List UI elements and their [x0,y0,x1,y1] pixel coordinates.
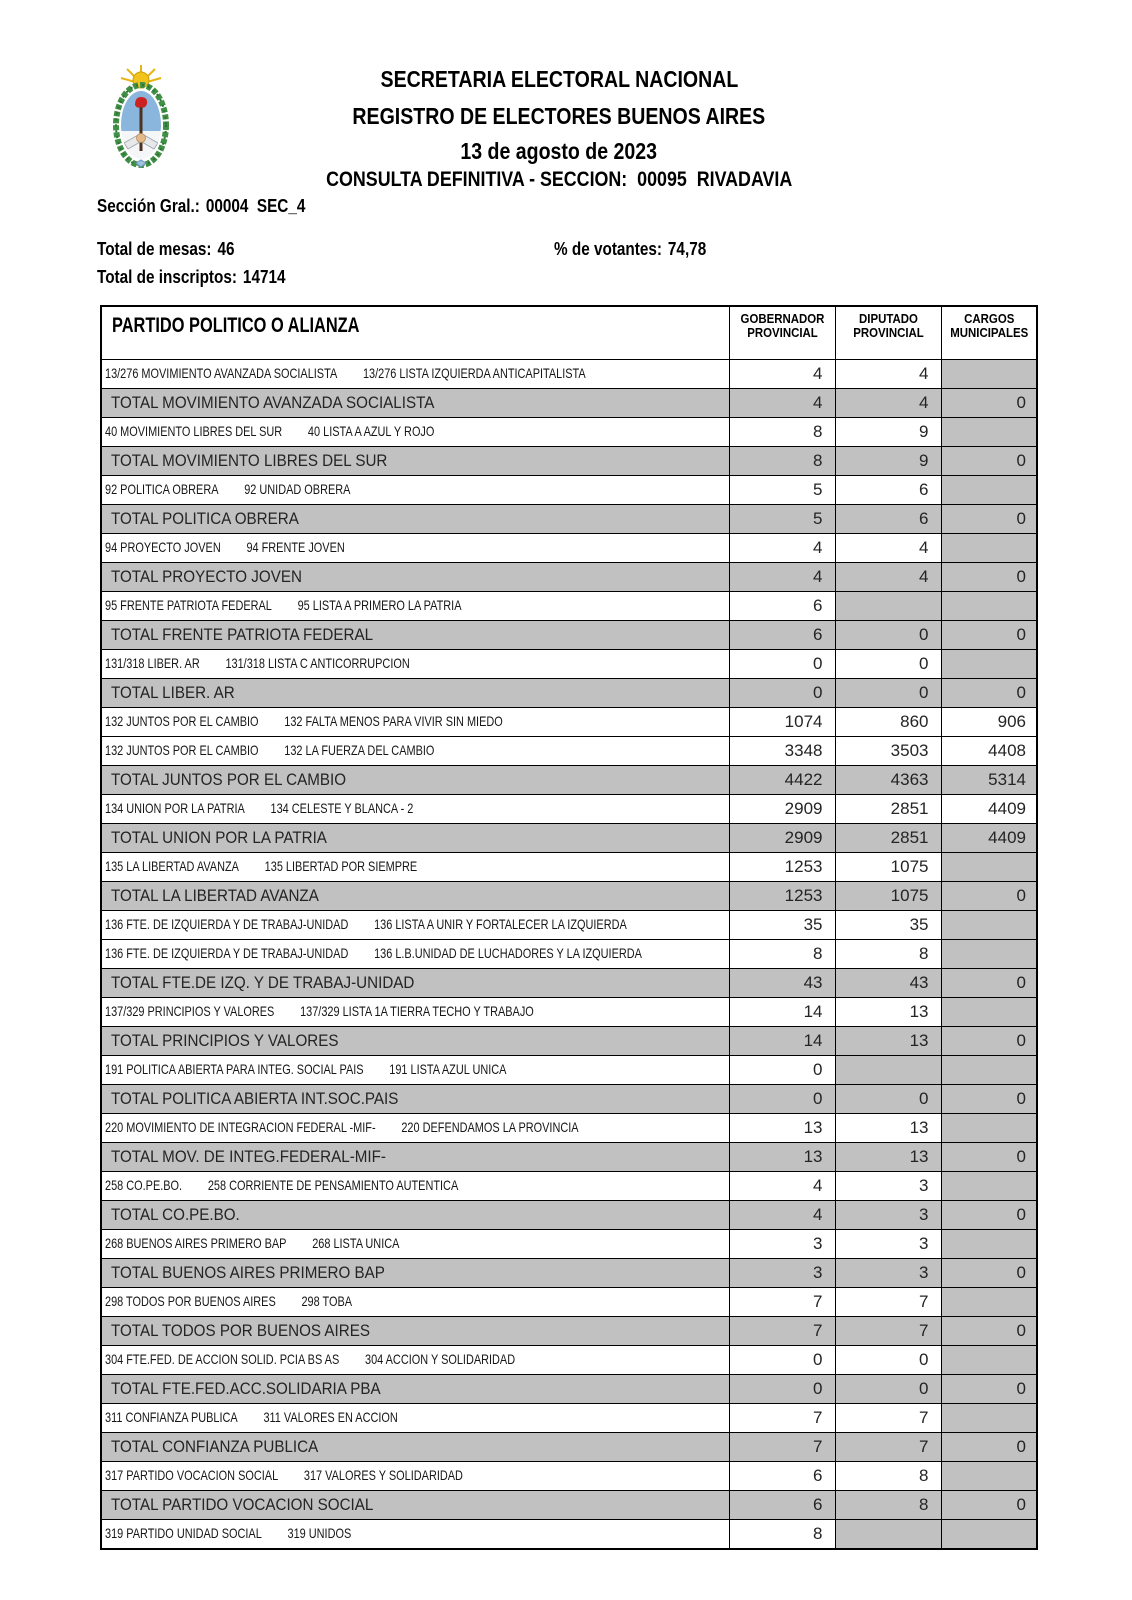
total-label: TOTAL PROYECTO JOVEN [111,567,302,586]
votes-cell-empty [941,1462,1037,1491]
total-row [101,766,1037,795]
list-name: 132 LA FUERZA DEL CAMBIO [284,742,435,758]
list-name: 136 LISTA A UNIR Y FORTALECER LA IZQUIERDA [374,916,627,932]
votes-cell: 2851 [835,795,941,824]
votes-cell-empty [941,940,1037,969]
votantes-line [554,239,733,260]
votes-cell: 13 [729,1114,835,1143]
total-row [101,1027,1037,1056]
votes-cell: 3503 [835,737,941,766]
column-header-cargos: CARGOS MUNICIPALES [941,306,1037,360]
seccion-line [97,196,342,217]
votes-cell: 13 [835,1027,941,1056]
votes-cell: 0 [835,1085,941,1114]
title-secretaria: SECRETARIA ELECTORAL NACIONAL [380,66,738,92]
seccion-label: Sección Gral.: [97,196,200,216]
list-row [101,853,1037,882]
party-cell [101,766,729,795]
votes-cell: 5 [729,476,835,505]
list-row [101,998,1037,1027]
votes-cell-empty [941,911,1037,940]
votes-cell-empty [835,1520,941,1550]
votes-cell: 13 [835,1143,941,1172]
inscriptos-value: 14714 [242,267,286,287]
votes-cell: 0 [729,650,835,679]
votes-cell: 0 [941,1027,1037,1056]
votes-cell: 7 [835,1317,941,1346]
votes-cell: 4409 [941,824,1037,853]
votes-cell: 3 [835,1172,941,1201]
party-cell [101,563,729,592]
total-label: TOTAL UNION POR LA PATRIA [111,828,327,847]
votes-cell: 8 [835,940,941,969]
votes-cell: 35 [729,911,835,940]
party-name: 298 TODOS POR BUENOS AIRES [105,1293,276,1309]
column-header-diputado: DIPUTADO PROVINCIAL [835,306,941,360]
votes-cell: 0 [729,679,835,708]
votes-cell: 0 [941,1433,1037,1462]
votes-cell: 4422 [729,766,835,795]
list-row [101,1056,1037,1085]
votes-cell: 0 [941,389,1037,418]
votes-cell: 6 [729,621,835,650]
list-row [101,650,1037,679]
list-name: 95 LISTA A PRIMERO LA PATRIA [297,597,462,613]
mesas-value: 46 [217,239,235,259]
votes-cell: 0 [941,505,1037,534]
votes-cell: 0 [941,1491,1037,1520]
party-name: 191 POLITICA ABIERTA PARA INTEG. SOCIAL PAIS [105,1061,364,1077]
total-row [101,389,1037,418]
total-label: TOTAL POLITICA OBRERA [111,509,299,528]
list-row [101,940,1037,969]
votes-cell: 9 [835,418,941,447]
party-cell [101,969,729,998]
total-label: TOTAL BUENOS AIRES PRIMERO BAP [111,1263,385,1282]
votes-cell: 4409 [941,795,1037,824]
votes-cell: 0 [835,650,941,679]
votes-cell: 7 [835,1433,941,1462]
table-header-row [101,306,1037,360]
total-row [101,1143,1037,1172]
mesas-label: Total de mesas: [97,239,212,259]
list-row [101,1404,1037,1433]
votes-cell: 0 [835,621,941,650]
list-name: 134 CELESTE Y BLANCA - 2 [270,800,414,816]
seccion-value: 00004 SEC_4 [205,196,306,216]
votantes-value: 74,78 [667,239,707,259]
party-cell [101,360,729,389]
votes-cell: 6 [835,476,941,505]
votes-cell: 4 [835,360,941,389]
total-row [101,447,1037,476]
total-label: TOTAL MOVIMIENTO AVANZADA SOCIALISTA [111,393,435,412]
votes-cell: 1253 [729,853,835,882]
votes-cell: 1074 [729,708,835,737]
list-name: 13/276 LISTA IZQUIERDA ANTICAPITALISTA [362,365,586,381]
votes-cell: 4 [729,563,835,592]
votes-cell: 1075 [835,853,941,882]
votes-cell: 2851 [835,824,941,853]
party-name: 94 PROYECTO JOVEN [105,539,221,555]
votes-cell: 3348 [729,737,835,766]
votes-cell-empty [941,534,1037,563]
party-cell [101,1201,729,1230]
votes-cell: 906 [941,708,1037,737]
votes-cell: 4 [729,1201,835,1230]
votes-cell: 5314 [941,766,1037,795]
party-cell [101,911,729,940]
votes-cell: 4363 [835,766,941,795]
votes-cell-empty [941,360,1037,389]
votes-cell-empty [941,1346,1037,1375]
party-cell [101,882,729,911]
votes-cell: 8 [835,1491,941,1520]
votes-cell: 4 [729,360,835,389]
votes-cell: 4 [729,389,835,418]
votes-cell: 0 [941,1143,1037,1172]
party-name: 258 CO.PE.BO. [105,1177,183,1193]
party-cell [101,940,729,969]
party-cell [101,1027,729,1056]
total-row [101,1259,1037,1288]
list-name: 137/329 LISTA 1A TIERRA TECHO Y TRABAJO [300,1003,534,1019]
votes-cell-empty [941,592,1037,621]
list-name: 132 FALTA MENOS PARA VIVIR SIN MIEDO [284,713,503,729]
party-cell [101,1346,729,1375]
votes-cell: 3 [835,1201,941,1230]
party-name: 136 FTE. DE IZQUIERDA Y DE TRABAJ-UNIDAD [105,916,349,932]
votantes-label: % de votantes: [554,239,662,259]
party-name: 319 PARTIDO UNIDAD SOCIAL [105,1525,262,1541]
column-header-gobernador: GOBERNADOR PROVINCIAL [729,306,835,360]
party-name: 136 FTE. DE IZQUIERDA Y DE TRABAJ-UNIDAD [105,945,349,961]
votes-cell: 8 [729,447,835,476]
votes-cell: 0 [729,1056,835,1085]
votes-cell: 8 [729,1520,835,1550]
total-label: TOTAL LA LIBERTAD AVANZA [111,886,319,905]
votes-cell: 4 [835,563,941,592]
votes-cell: 14 [729,998,835,1027]
total-row [101,1491,1037,1520]
party-cell [101,708,729,737]
party-cell [101,998,729,1027]
party-name: 135 LA LIBERTAD AVANZA [105,858,239,874]
votes-cell: 0 [941,1085,1037,1114]
results-table [100,305,1038,1550]
list-name: 135 LIBERTAD POR SIEMPRE [264,858,418,874]
party-cell [101,1317,729,1346]
votes-cell: 8 [729,418,835,447]
votes-cell: 9 [835,447,941,476]
list-name: 268 LISTA UNICA [312,1235,400,1251]
votes-cell: 2909 [729,795,835,824]
list-row [101,592,1037,621]
votes-cell: 0 [941,1375,1037,1404]
mesas-line [97,239,259,260]
list-name: 317 VALORES Y SOLIDARIDAD [303,1467,463,1483]
party-cell [101,650,729,679]
votes-cell: 4408 [941,737,1037,766]
party-name: 137/329 PRINCIPIOS Y VALORES [105,1003,275,1019]
votes-cell: 7 [729,1317,835,1346]
party-cell [101,1172,729,1201]
total-label: TOTAL FRENTE PATRIOTA FEDERAL [111,625,374,644]
list-row [101,1114,1037,1143]
party-name: 95 FRENTE PATRIOTA FEDERAL [105,597,272,613]
list-name: 220 DEFENDAMOS LA PROVINCIA [401,1119,579,1135]
votes-cell: 3 [729,1259,835,1288]
votes-cell: 5 [729,505,835,534]
list-name: 298 TOBA [301,1293,353,1309]
party-name: 134 UNION POR LA PATRIA [105,800,245,816]
total-row [101,1375,1037,1404]
total-label: TOTAL PRINCIPIOS Y VALORES [111,1031,339,1050]
party-name: 220 MOVIMIENTO DE INTEGRACION FEDERAL -MIF- [105,1119,376,1135]
votes-cell: 8 [835,1462,941,1491]
total-row [101,824,1037,853]
party-cell [101,1114,729,1143]
votes-cell-empty [941,650,1037,679]
votes-cell: 3 [835,1259,941,1288]
total-label: TOTAL FTE.DE IZQ. Y DE TRABAJ-UNIDAD [111,973,415,992]
party-cell [101,1085,729,1114]
party-cell [101,679,729,708]
votes-cell: 0 [941,679,1037,708]
votes-cell: 35 [835,911,941,940]
votes-cell: 2909 [729,824,835,853]
total-row [101,621,1037,650]
table-body [101,360,1037,1550]
total-row [101,1201,1037,1230]
total-label: TOTAL TODOS POR BUENOS AIRES [111,1321,370,1340]
party-cell [101,592,729,621]
list-name: 136 L.B.UNIDAD DE LUCHADORES Y LA IZQUIERDA [374,945,642,961]
votes-cell-empty [835,1056,941,1085]
votes-cell: 1075 [835,882,941,911]
party-cell [101,476,729,505]
votes-cell: 0 [941,563,1037,592]
total-label: TOTAL JUNTOS POR EL CAMBIO [111,770,347,789]
total-label: TOTAL LIBER. AR [111,683,235,702]
votes-cell-empty [941,1520,1037,1550]
votes-cell: 3 [729,1230,835,1259]
votes-cell: 1253 [729,882,835,911]
total-row [101,679,1037,708]
party-cell [101,1520,729,1550]
party-cell [101,621,729,650]
party-name: 13/276 MOVIMIENTO AVANZADA SOCIALISTA [105,365,338,381]
list-row [101,360,1037,389]
party-cell [101,418,729,447]
votes-cell: 13 [729,1143,835,1172]
party-cell [101,1288,729,1317]
party-cell [101,824,729,853]
party-cell [101,1143,729,1172]
inscriptos-line [97,267,319,288]
votes-cell: 7 [729,1288,835,1317]
party-cell [101,853,729,882]
list-name: 92 UNIDAD OBRERA [244,481,351,497]
party-name: 131/318 LIBER. AR [105,655,200,671]
party-cell [101,1433,729,1462]
total-label: TOTAL CONFIANZA PUBLICA [111,1437,319,1456]
party-cell [101,1491,729,1520]
votes-cell: 0 [941,621,1037,650]
votes-cell: 6 [729,1462,835,1491]
party-cell [101,737,729,766]
party-name: 92 POLITICA OBRERA [105,481,219,497]
list-name: 304 ACCION Y SOLIDARIDAD [364,1351,516,1367]
list-row [101,418,1037,447]
total-label: TOTAL POLITICA ABIERTA INT.SOC.PAIS [111,1089,399,1108]
party-name: 268 BUENOS AIRES PRIMERO BAP [105,1235,287,1251]
party-cell [101,1259,729,1288]
votes-cell: 14 [729,1027,835,1056]
party-cell [101,1056,729,1085]
list-name: 40 LISTA A AZUL Y ROJO [307,423,435,439]
list-row [101,795,1037,824]
party-name: 132 JUNTOS POR EL CAMBIO [105,742,259,758]
votes-cell-empty [941,1172,1037,1201]
party-cell [101,447,729,476]
party-cell [101,795,729,824]
votes-cell: 7 [835,1404,941,1433]
party-name: 40 MOVIMIENTO LIBRES DEL SUR [105,423,283,439]
votes-cell: 0 [835,1375,941,1404]
votes-cell: 43 [835,969,941,998]
list-name: 94 FRENTE JOVEN [246,539,345,555]
votes-cell-empty [941,1404,1037,1433]
votes-cell-empty [941,1056,1037,1085]
list-row [101,737,1037,766]
party-cell [101,1230,729,1259]
votes-cell: 0 [941,882,1037,911]
votes-cell-empty [941,1288,1037,1317]
votes-cell: 860 [835,708,941,737]
votes-cell: 6 [729,1491,835,1520]
votes-cell: 4 [835,389,941,418]
inscriptos-label: Total de inscriptos: [97,267,237,287]
list-row [101,1230,1037,1259]
votes-cell-empty [941,1230,1037,1259]
party-cell [101,389,729,418]
votes-cell-empty [835,592,941,621]
votes-cell: 0 [941,1201,1037,1230]
votes-cell: 0 [729,1375,835,1404]
votes-cell: 0 [729,1085,835,1114]
votes-cell: 6 [835,505,941,534]
list-name: 131/318 LISTA C ANTICORRUPCION [225,655,410,671]
list-row [101,1288,1037,1317]
column-header-party: PARTIDO POLITICO O ALIANZA [101,306,729,360]
title-date: 13 de agosto de 2023 [460,138,658,164]
party-name: 132 JUNTOS POR EL CAMBIO [105,713,259,729]
votes-cell: 8 [729,940,835,969]
list-row [101,1520,1037,1550]
list-name: 191 LISTA AZUL UNICA [389,1061,507,1077]
votes-cell: 4 [835,534,941,563]
votes-cell: 43 [729,969,835,998]
votes-cell-empty [941,418,1037,447]
list-row [101,1346,1037,1375]
party-name: 304 FTE.FED. DE ACCION SOLID. PCIA BS AS [105,1351,340,1367]
total-label: TOTAL MOV. DE INTEG.FEDERAL-MIF- [111,1147,386,1166]
list-name: 258 CORRIENTE DE PENSAMIENTO AUTENTICA [207,1177,459,1193]
votes-cell: 0 [941,447,1037,476]
total-label: TOTAL MOVIMIENTO LIBRES DEL SUR [111,451,388,470]
total-label: TOTAL PARTIDO VOCACION SOCIAL [111,1495,374,1514]
party-cell [101,1375,729,1404]
party-cell [101,505,729,534]
votes-cell: 7 [835,1288,941,1317]
list-row [101,1172,1037,1201]
list-name: 311 VALORES EN ACCION [263,1409,398,1425]
votes-cell: 0 [835,679,941,708]
party-cell [101,1404,729,1433]
party-name: 311 CONFIANZA PUBLICA [105,1409,238,1425]
party-cell [101,1462,729,1491]
votes-cell: 4 [729,1172,835,1201]
votes-cell: 6 [729,592,835,621]
votes-cell: 0 [729,1346,835,1375]
title-registro: REGISTRO DE ELECTORES BUENOS AIRES [352,103,766,129]
title-consulta: CONSULTA DEFINITIVA - SECCION: 00095 RIVADAVIA [325,168,793,191]
total-row [101,1085,1037,1114]
total-row [101,882,1037,911]
votes-cell: 3 [835,1230,941,1259]
votes-cell: 0 [941,969,1037,998]
total-row [101,969,1037,998]
votes-cell: 0 [941,1259,1037,1288]
total-row [101,1317,1037,1346]
list-name: 319 UNIDOS [287,1525,352,1541]
total-row [101,1433,1037,1462]
votes-cell-empty [941,476,1037,505]
votes-cell: 13 [835,1114,941,1143]
votes-cell: 0 [835,1346,941,1375]
total-label: TOTAL CO.PE.BO. [111,1205,240,1224]
votes-cell: 7 [729,1433,835,1462]
votes-cell-empty [941,998,1037,1027]
list-row [101,708,1037,737]
party-name: 317 PARTIDO VOCACION SOCIAL [105,1467,279,1483]
total-row [101,563,1037,592]
list-row [101,534,1037,563]
total-label: TOTAL FTE.FED.ACC.SOLIDARIA PBA [111,1379,381,1398]
list-row [101,911,1037,940]
votes-cell-empty [941,853,1037,882]
list-row [101,476,1037,505]
votes-cell-empty [941,1114,1037,1143]
list-row [101,1462,1037,1491]
votes-cell: 4 [729,534,835,563]
total-row [101,505,1037,534]
votes-cell: 0 [941,1317,1037,1346]
party-cell [101,534,729,563]
votes-cell: 13 [835,998,941,1027]
votes-cell: 7 [729,1404,835,1433]
